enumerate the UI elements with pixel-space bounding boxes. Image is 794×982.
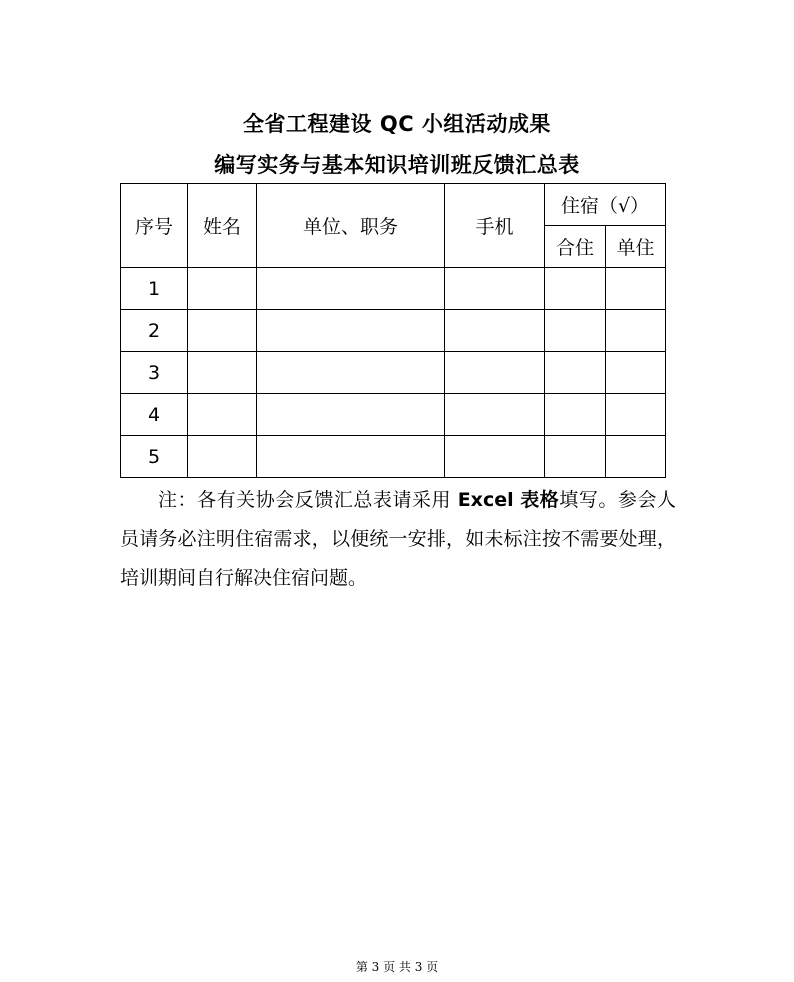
- page-footer: 第 3 页 共 3 页: [355, 960, 439, 974]
- table-row: [121, 352, 666, 394]
- phone-cell: [445, 352, 545, 394]
- document-title: 全省工程建设 QC 小组活动成果: [243, 112, 551, 136]
- header-unit-position: 单位、职务: [257, 184, 445, 268]
- header-lodging: 住宿（√）: [545, 184, 666, 226]
- unit-cell: [257, 310, 445, 352]
- single-cell: [606, 268, 666, 310]
- single-cell: [606, 310, 666, 352]
- note-text-start: 注：各有关协会反馈汇总表请采用: [158, 489, 452, 511]
- unit-cell: [257, 394, 445, 436]
- header-single: 单住: [606, 226, 666, 268]
- row-number: 1: [121, 268, 188, 310]
- phone-cell: [445, 436, 545, 478]
- single-cell: [606, 352, 666, 394]
- header-phone: 手机: [445, 184, 545, 268]
- unit-cell: [257, 436, 445, 478]
- table-row: [121, 436, 666, 478]
- name-cell: [188, 436, 257, 478]
- phone-cell: [445, 310, 545, 352]
- shared-cell: [545, 394, 606, 436]
- phone-cell: [445, 394, 545, 436]
- note-table-word: 表格: [520, 489, 560, 511]
- row-number: 2: [121, 310, 188, 352]
- header-shared: 合住: [545, 226, 606, 268]
- name-cell: [188, 268, 257, 310]
- document-subtitle: 编写实务与基本知识培训班反馈汇总表: [214, 153, 580, 177]
- phone-cell: [445, 268, 545, 310]
- row-number: 4: [121, 394, 188, 436]
- single-cell: [606, 436, 666, 478]
- unit-cell: [257, 268, 445, 310]
- header-seq: 序号: [121, 184, 188, 268]
- note-paragraph: [120, 481, 676, 598]
- name-cell: [188, 394, 257, 436]
- shared-cell: [545, 352, 606, 394]
- row-number: 5: [121, 436, 188, 478]
- note-excel: Excel: [457, 489, 514, 511]
- note-text-rest: 填写。参会人员请务必注明住宿需求，以便统一安排，如未标注按不需要处理，培训期间自行解决住宿问题。: [120, 489, 676, 589]
- shared-cell: [545, 436, 606, 478]
- shared-cell: [545, 310, 606, 352]
- unit-cell: [257, 352, 445, 394]
- name-cell: [188, 310, 257, 352]
- table-row: [121, 268, 666, 310]
- row-number: 3: [121, 352, 188, 394]
- table-row: [121, 310, 666, 352]
- table-row: [121, 394, 666, 436]
- shared-cell: [545, 268, 606, 310]
- feedback-table: [120, 183, 666, 478]
- single-cell: [606, 394, 666, 436]
- name-cell: [188, 352, 257, 394]
- header-name: 姓名: [188, 184, 257, 268]
